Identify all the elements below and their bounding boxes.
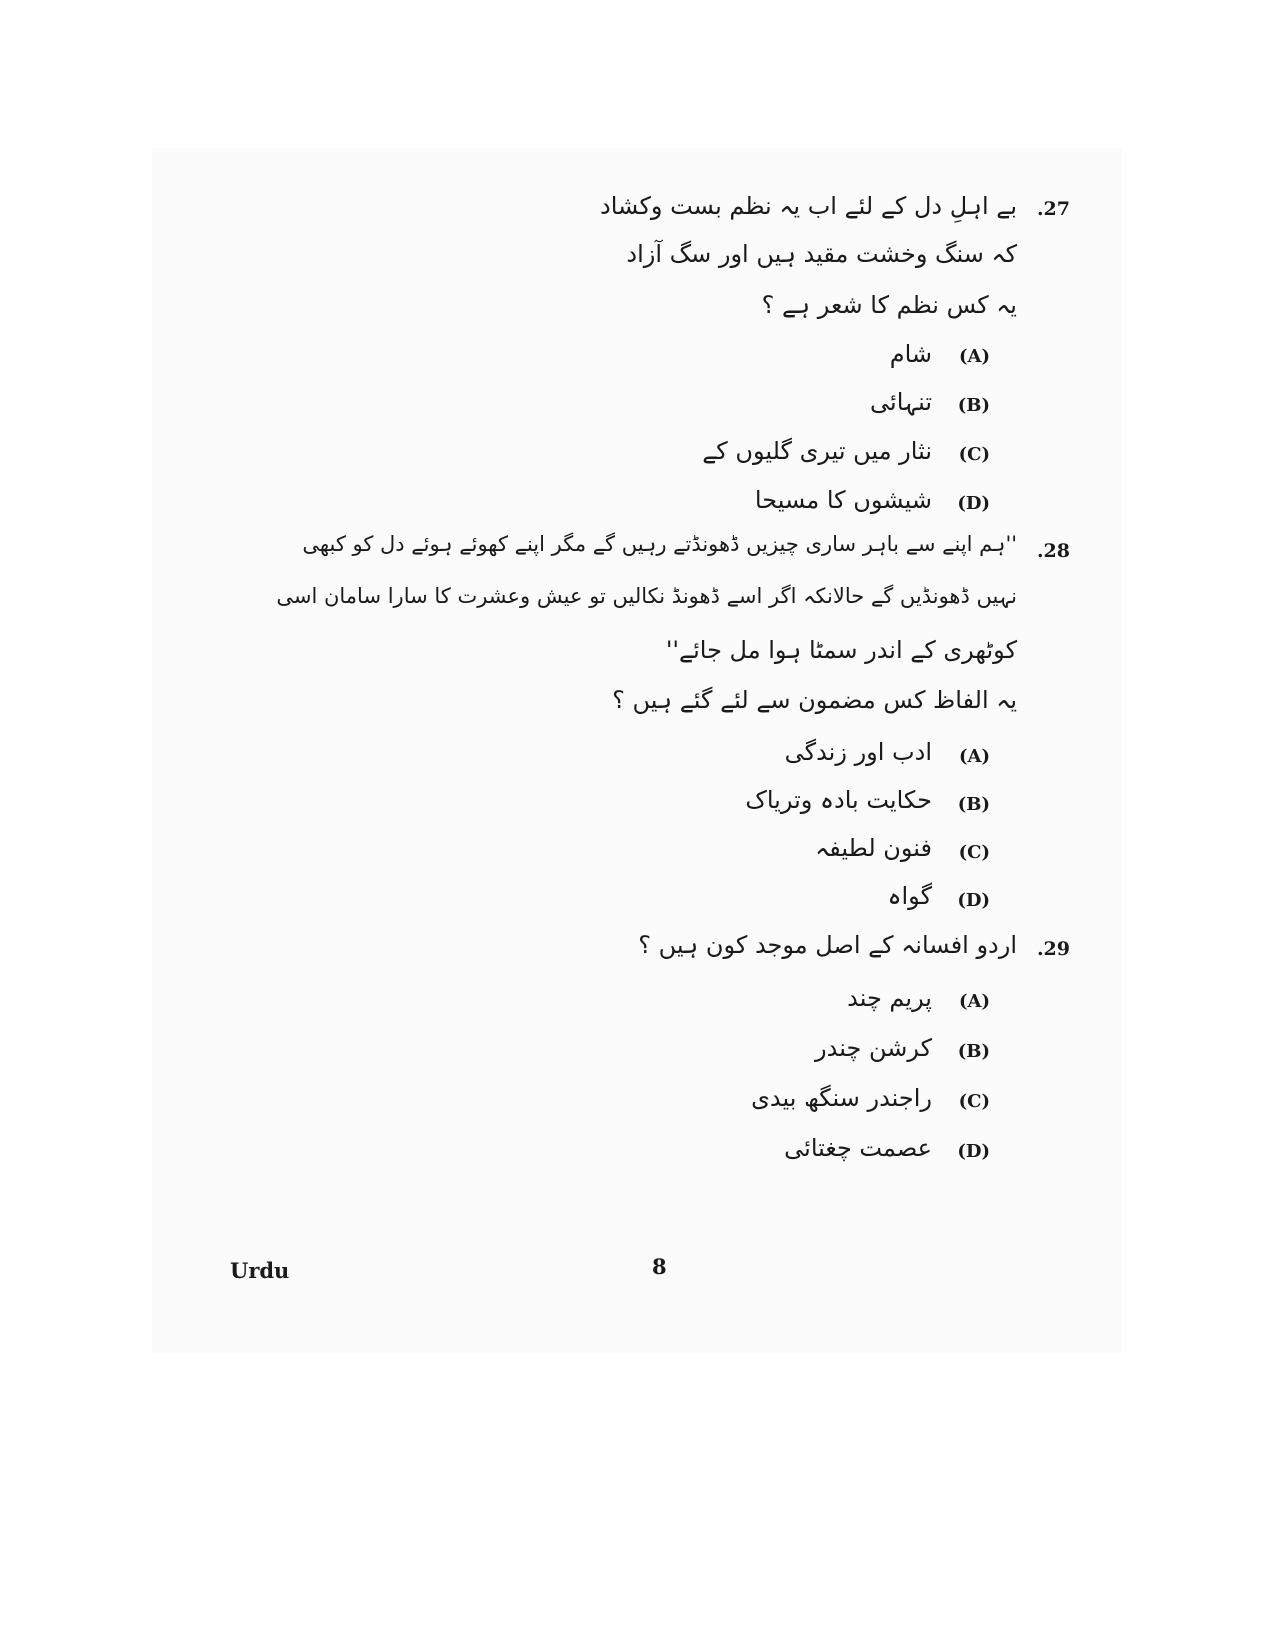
option-text: پریم چند [847, 984, 932, 1012]
option-letter: (B) [957, 395, 990, 416]
option-text: شام [889, 340, 932, 368]
question-text-line: اردو افسانہ کے اصل موجد کون ہیں ؟ [638, 931, 1017, 959]
option-letter: (C) [958, 1091, 990, 1112]
option-letter: (B) [957, 794, 990, 815]
option-letter: (C) [958, 444, 990, 465]
question-number: .29 [1036, 938, 1070, 960]
question-number: .28 [1036, 540, 1070, 562]
option-letter: (D) [957, 493, 990, 514]
option-text: تنہائی [870, 388, 932, 416]
option-text: کرشن چندر [815, 1034, 932, 1062]
option-text: گواہ [887, 882, 932, 910]
option-text: راجندر سنگھ بیدی [751, 1084, 932, 1112]
question-text-line: کوٹھری کے اندر سمٹا ہوا مل جائے'' [665, 636, 1017, 664]
option-letter: (D) [957, 1141, 990, 1162]
page-number: 8 [652, 1254, 667, 1279]
option-text: ادب اور زندگی [784, 738, 932, 766]
option-letter: (D) [957, 890, 990, 911]
option-text: فنون لطیفہ [815, 834, 932, 862]
question-text-line: بے اہلِ دل کے لئے اب یہ نظم بست وکشاد [600, 192, 1017, 220]
question-text-line: یہ کس نظم کا شعر ہے ؟ [761, 291, 1017, 319]
footer-subject: Urdu [230, 1258, 290, 1283]
exam-page [152, 148, 1122, 1353]
question-text-line: یہ الفاظ کس مضمون سے لئے گئے ہیں ؟ [612, 686, 1017, 714]
option-text: شیشوں کا مسیحا [754, 486, 932, 514]
option-letter: (A) [959, 346, 990, 367]
question-text-line: ''ہم اپنے سے باہر ساری چیزیں ڈھونڈتے رہیں گے مگر اپنے کھوئے ہوئے دل کو کبھی [302, 532, 1017, 556]
option-text: حکایت بادہ وتریاک [745, 786, 932, 814]
question-text-line: کہ سنگ وخشت مقید ہیں اور سگ آزاد [626, 240, 1017, 268]
question-text-line: نہیں ڈھونڈیں گے حالانکہ اگر اسے ڈھونڈ نکالیں تو عیش وعشرت کا سارا سامان اسی [276, 584, 1017, 608]
option-text: عصمت چغتائی [784, 1134, 932, 1162]
option-letter: (B) [957, 1041, 990, 1062]
option-text: نثار میں تیری گلیوں کے [702, 437, 932, 465]
option-letter: (A) [959, 746, 990, 767]
option-letter: (A) [959, 991, 990, 1012]
question-number: .27 [1036, 198, 1070, 220]
option-letter: (C) [958, 842, 990, 863]
